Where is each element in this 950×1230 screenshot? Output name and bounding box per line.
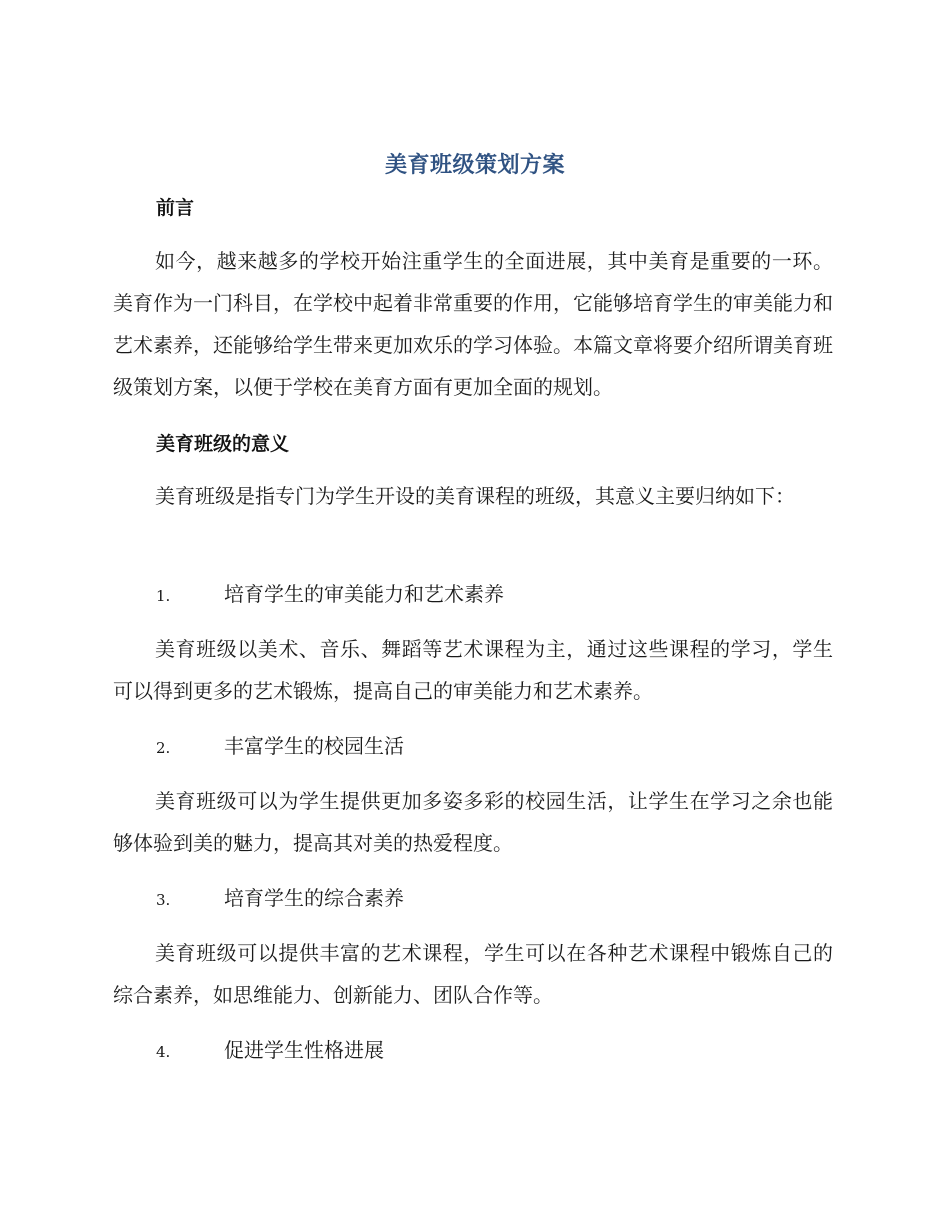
list-item-4 — [156, 1035, 384, 1067]
list-item-title: 促进学生性格进展 — [224, 1038, 384, 1062]
list-item-title: 培育学生的审美能力和艺术素养 — [224, 582, 504, 606]
list-item-1 — [156, 579, 504, 611]
list-item-title: 丰富学生的校园生活 — [224, 734, 404, 758]
preface-paragraph: 如今，越来越多的学校开始注重学生的全面进展，其中美育是重要的一环。美育作为一门科目，在学校中起着非常重要的作用，它能够培育学生的审美能力和艺术素养，还能够给学生带来更加欢乐的学习体验。本篇文章将要介绍所谓美育班级策划方案，以便于学校在美育方面有更加全面的规划。 — [113, 249, 833, 399]
list-item-2-body: 美育班级可以为学生提供更加多姿多彩的校园生活，让学生在学习之余也能够体验到美的魅力，提高其对美的热爱程度。 — [113, 789, 833, 855]
document-title: 美育班级策划方案 — [384, 153, 565, 178]
list-item-1-body: 美育班级以美术、音乐、舞蹈等艺术课程为主，通过这些课程的学习，学生可以得到更多的艺术锻炼，提高自己的审美能力和艺术素养。 — [113, 637, 833, 703]
significance-intro-paragraph: 美育班级是指专门为学生开设的美育课程的班级，其意义主要归纳如下： — [155, 484, 795, 508]
list-item-number: 2. — [156, 739, 171, 757]
section-heading-significance: 美育班级的意义 — [156, 433, 290, 455]
list-item-2 — [156, 731, 404, 763]
list-item-title: 培育学生的综合素养 — [224, 886, 404, 910]
list-item-3 — [156, 883, 404, 915]
list-item-number: 3. — [156, 891, 171, 909]
section-heading-preface: 前言 — [156, 197, 195, 219]
list-item-number: 1. — [156, 587, 171, 605]
list-item-3-body: 美育班级可以提供丰富的艺术课程，学生可以在各种艺术课程中锻炼自己的综合素养，如思维能力、创新能力、团队合作等。 — [113, 941, 833, 1007]
list-item-number: 4. — [156, 1043, 171, 1061]
